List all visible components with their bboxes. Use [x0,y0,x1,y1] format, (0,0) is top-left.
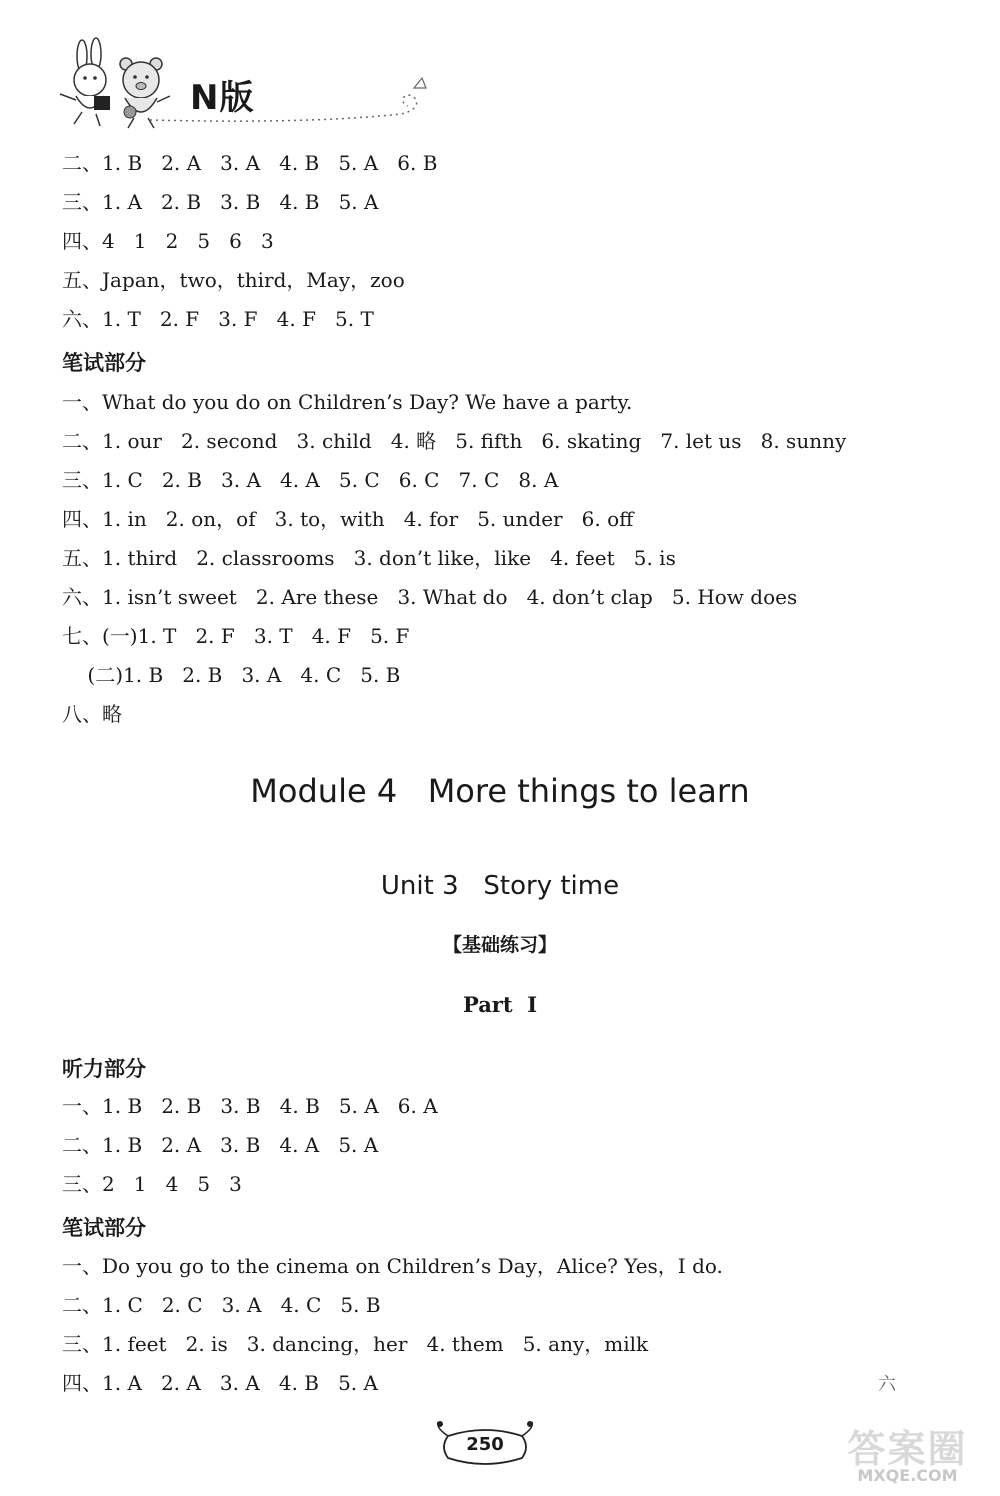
answer-line: 三、2 1 4 5 3 [62,1172,242,1196]
answer-line: 四、1. A 2. A 3. A 4. B 5. A [62,1371,378,1395]
answer-line: 三、1. feet 2. is 3. dancing，her 4. them 5. any，milk [62,1332,649,1356]
watermark-url: MXQE.COM [857,1466,958,1485]
answer-line: 二、1. our 2. second 3. child 4. 略 5. fifth 6. skating 7. let us 8. sunny [62,429,847,453]
watermark [820,1418,995,1488]
watermark-logo-text: 答案圈 [847,1427,968,1471]
answer-line: 八、略 [62,702,122,726]
page-header [30,30,450,130]
answer-line: 四、4 1 2 5 6 3 [62,229,274,253]
answer-line: 一、Do you go to the cinema on Children’s Day，Alice? Yes，I do. [62,1254,723,1278]
section-heading: 笔试部分 [62,1216,146,1240]
module-title: Module 4 More things to learn [250,772,750,810]
answer-line: 七、(一)1. T 2. F 3. T 4. F 5. F [62,624,410,648]
answer-line: 二、1. B 2. A 3. B 4. A 5. A [62,1133,379,1157]
part-label: Part Ⅰ [462,992,538,1017]
edition-label: N版 [190,78,255,118]
section-heading: 笔试部分 [62,351,146,375]
section-heading: 听力部分 [62,1057,146,1081]
answer-line: 三、1. C 2. B 3. A 4. A 5. C 6. C 7. C 8. A [62,468,559,492]
answer-line: 一、What do you do on Children’s Day? We have a party. [62,390,633,414]
answer-line: 一、1. B 2. B 3. B 4. B 5. A 6. A [62,1094,438,1118]
answer-line: 六、1. T 2. F 3. F 4. F 5. T [62,307,374,331]
answer-line: 二、1. C 2. C 3. A 4. C 5. B [62,1293,381,1317]
answer-line: 四、1. in 2. on，of 3. to，with 4. for 5. under 6. off [62,507,634,531]
side-grade-mark: 六 [878,1374,896,1395]
answer-line: 三、1. A 2. B 3. B 4. B 5. A [62,190,379,214]
answer-line: 五、1. third 2. classrooms 3. don’t like，like 4. feet 5. is [62,546,676,570]
page-number-badge [430,1418,540,1476]
answer-line: (二)1. B 2. B 3. A 4. C 5. B [62,663,401,687]
unit-title: Unit 3 Story time [380,871,620,901]
page-number: 250 [466,1434,504,1455]
answer-line: 二、1. B 2. A 3. A 4. B 5. A 6. B [62,151,438,175]
answer-line: 六、1. isn’t sweet 2. Are these 3. What do 4. don’t clap 5. How does [62,585,798,609]
answer-line: 五、Japan，two，third，May，zoo [62,268,405,292]
practice-label: 【基础练习】 [442,934,557,956]
